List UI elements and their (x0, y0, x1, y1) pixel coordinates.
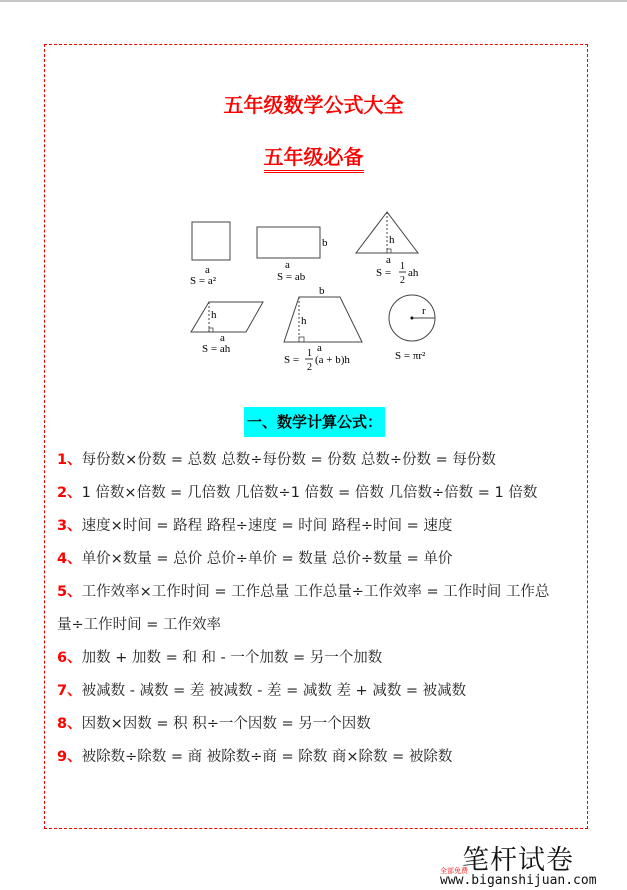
svg-text:S = πr²: S = πr² (395, 350, 426, 362)
svg-text:S = a²: S = a² (190, 275, 217, 287)
page-subtitle: 五年级必备 (0, 141, 627, 170)
svg-text:S = ah: S = ah (202, 343, 231, 355)
svg-text:(a + b)h: (a + b)h (315, 354, 350, 366)
brand-url: www.biganshijuan.com (440, 873, 597, 888)
svg-text:b: b (322, 237, 328, 249)
formula-row: 8、因数×因数 = 积 积÷一个因数 = 另一个因数 (57, 716, 371, 732)
formula-row: 6、加数 + 加数 = 和 和 - 一个加数 = 另一个加数 (57, 650, 383, 666)
svg-text:a: a (386, 254, 391, 266)
svg-text:a: a (317, 342, 322, 354)
formula-row-continuation: 量÷工作时间 = 工作效率 (57, 617, 222, 633)
square-figure (190, 222, 230, 287)
svg-text:ah: ah (408, 267, 419, 279)
svg-text:b: b (319, 285, 325, 297)
svg-text:S = ab: S = ab (277, 271, 306, 283)
svg-text:h: h (301, 315, 307, 327)
formula-row: 5、工作效率×工作时间 = 工作总量 工作总量÷工作效率 = 工作时间 工作总 (57, 584, 550, 600)
formula-row: 9、被除数÷除数 = 商 被除数÷商 = 除数 商×除数 = 被除数 (57, 749, 453, 765)
rectangle-figure (257, 227, 328, 283)
svg-text:S =: S = (376, 267, 392, 279)
circle-figure (389, 295, 435, 362)
svg-text:2: 2 (307, 362, 312, 373)
page-title: 五年级数学公式大全 (223, 93, 404, 117)
brand-name: 笔杆试卷 (462, 845, 574, 876)
svg-text:a: a (285, 259, 290, 271)
svg-text:a: a (205, 264, 210, 276)
triangle-figure (356, 212, 419, 286)
trapezoid-figure (284, 285, 362, 373)
brand-tag: 全部免费 (440, 867, 468, 875)
svg-text:r: r (422, 305, 426, 317)
top-divider (0, 0, 627, 2)
svg-text:S =: S = (284, 354, 300, 366)
section-heading: 一、数学计算公式： (244, 407, 385, 437)
formula-row: 4、单价×数量 = 总价 总价÷单价 = 数量 总价÷数量 = 单价 (57, 551, 453, 567)
formula-row: 1、每份数×份数 = 总数 总数÷每份数 = 份数 总数÷份数 = 每份数 (57, 452, 496, 468)
svg-text:1: 1 (400, 261, 405, 272)
svg-text:h: h (389, 234, 395, 246)
parallelogram-figure (191, 302, 263, 355)
formula-row: 3、速度×时间 = 路程 路程÷速度 = 时间 路程÷时间 = 速度 (57, 518, 453, 534)
geometry-figures (170, 200, 460, 375)
svg-text:a: a (220, 332, 225, 344)
watermark-logo (440, 838, 627, 890)
svg-text:1: 1 (307, 348, 312, 359)
svg-text:h: h (211, 309, 217, 321)
formula-row: 7、被减数 - 减数 = 差 被减数 - 差 = 减数 差 + 减数 = 被减数 (57, 683, 467, 699)
svg-text:2: 2 (400, 275, 405, 286)
formula-row: 2、1 倍数×倍数 = 几倍数 几倍数÷1 倍数 = 倍数 几倍数÷倍数 = 1 倍数 (57, 485, 538, 501)
